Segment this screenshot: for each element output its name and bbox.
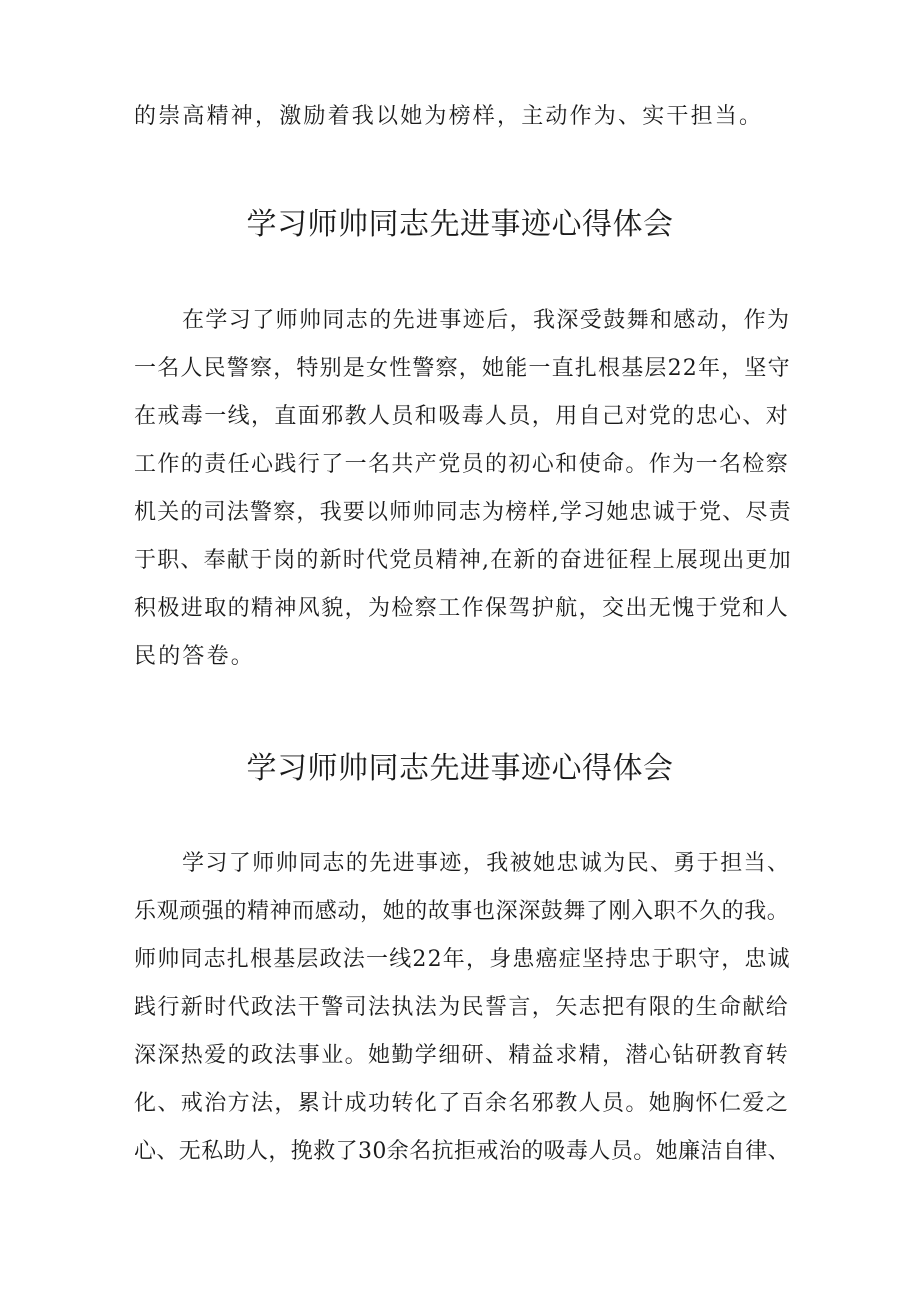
paragraph-line: 心、无私助人，挽救了30余名抗拒戒治的吸毒人员。她廉洁自律、: [134, 1139, 790, 1164]
paragraph-line: 机关的司法警察，我要以师帅同志为榜样,学习她忠诚于党、尽责: [134, 500, 792, 525]
paragraph-line: 在学习了师帅同志的先进事迹后，我深受鼓舞和感动，作为: [182, 308, 791, 333]
paragraph-line: 学习了师帅同志的先进事迹，我被她忠诚为民、勇于担当、: [182, 851, 791, 876]
section-title: 学习师帅同志先进事迹心得体会: [246, 751, 674, 786]
paragraph-line: 于职、奉献于岗的新时代党员精神,在新的奋进征程上展现出更加: [134, 548, 792, 573]
paragraph-line: 践行新时代政法干警司法执法为民誓言，矢志把有限的生命献给: [134, 995, 790, 1020]
paragraph-line: 民的答卷。: [134, 644, 256, 669]
paragraph-line: 一名人民警察，特别是女性警察，她能一直扎根基层22年，坚守: [134, 356, 791, 381]
paragraph-line: 化、戒治方法，累计成功转化了百余名邪教人员。她胸怀仁爱之: [134, 1091, 790, 1116]
paragraph-line: 工作的责任心践行了一名共产党员的初心和使命。作为一名检察: [134, 452, 790, 477]
paragraph-line: 乐观顽强的精神而感动，她的故事也深深鼓舞了刚入职不久的我。: [134, 899, 790, 924]
paragraph-line: 在戒毒一线，直面邪教人员和吸毒人员，用自己对党的忠心、对: [134, 404, 790, 429]
paragraph-line: 深深热爱的政法事业。她勤学细研、精益求精，潜心钻研教育转: [134, 1043, 790, 1068]
paragraph-line: 的崇高精神，激励着我以她为榜样，主动作为、实干担当。: [134, 104, 764, 129]
paragraph-line: 师帅同志扎根基层政法一线22年，身患癌症坚持忠于职守，忠诚: [134, 947, 791, 972]
paragraph-line: 积极进取的精神风貌，为检察工作保驾护航，交出无愧于党和人: [134, 596, 790, 621]
section-title: 学习师帅同志先进事迹心得体会: [246, 207, 674, 242]
